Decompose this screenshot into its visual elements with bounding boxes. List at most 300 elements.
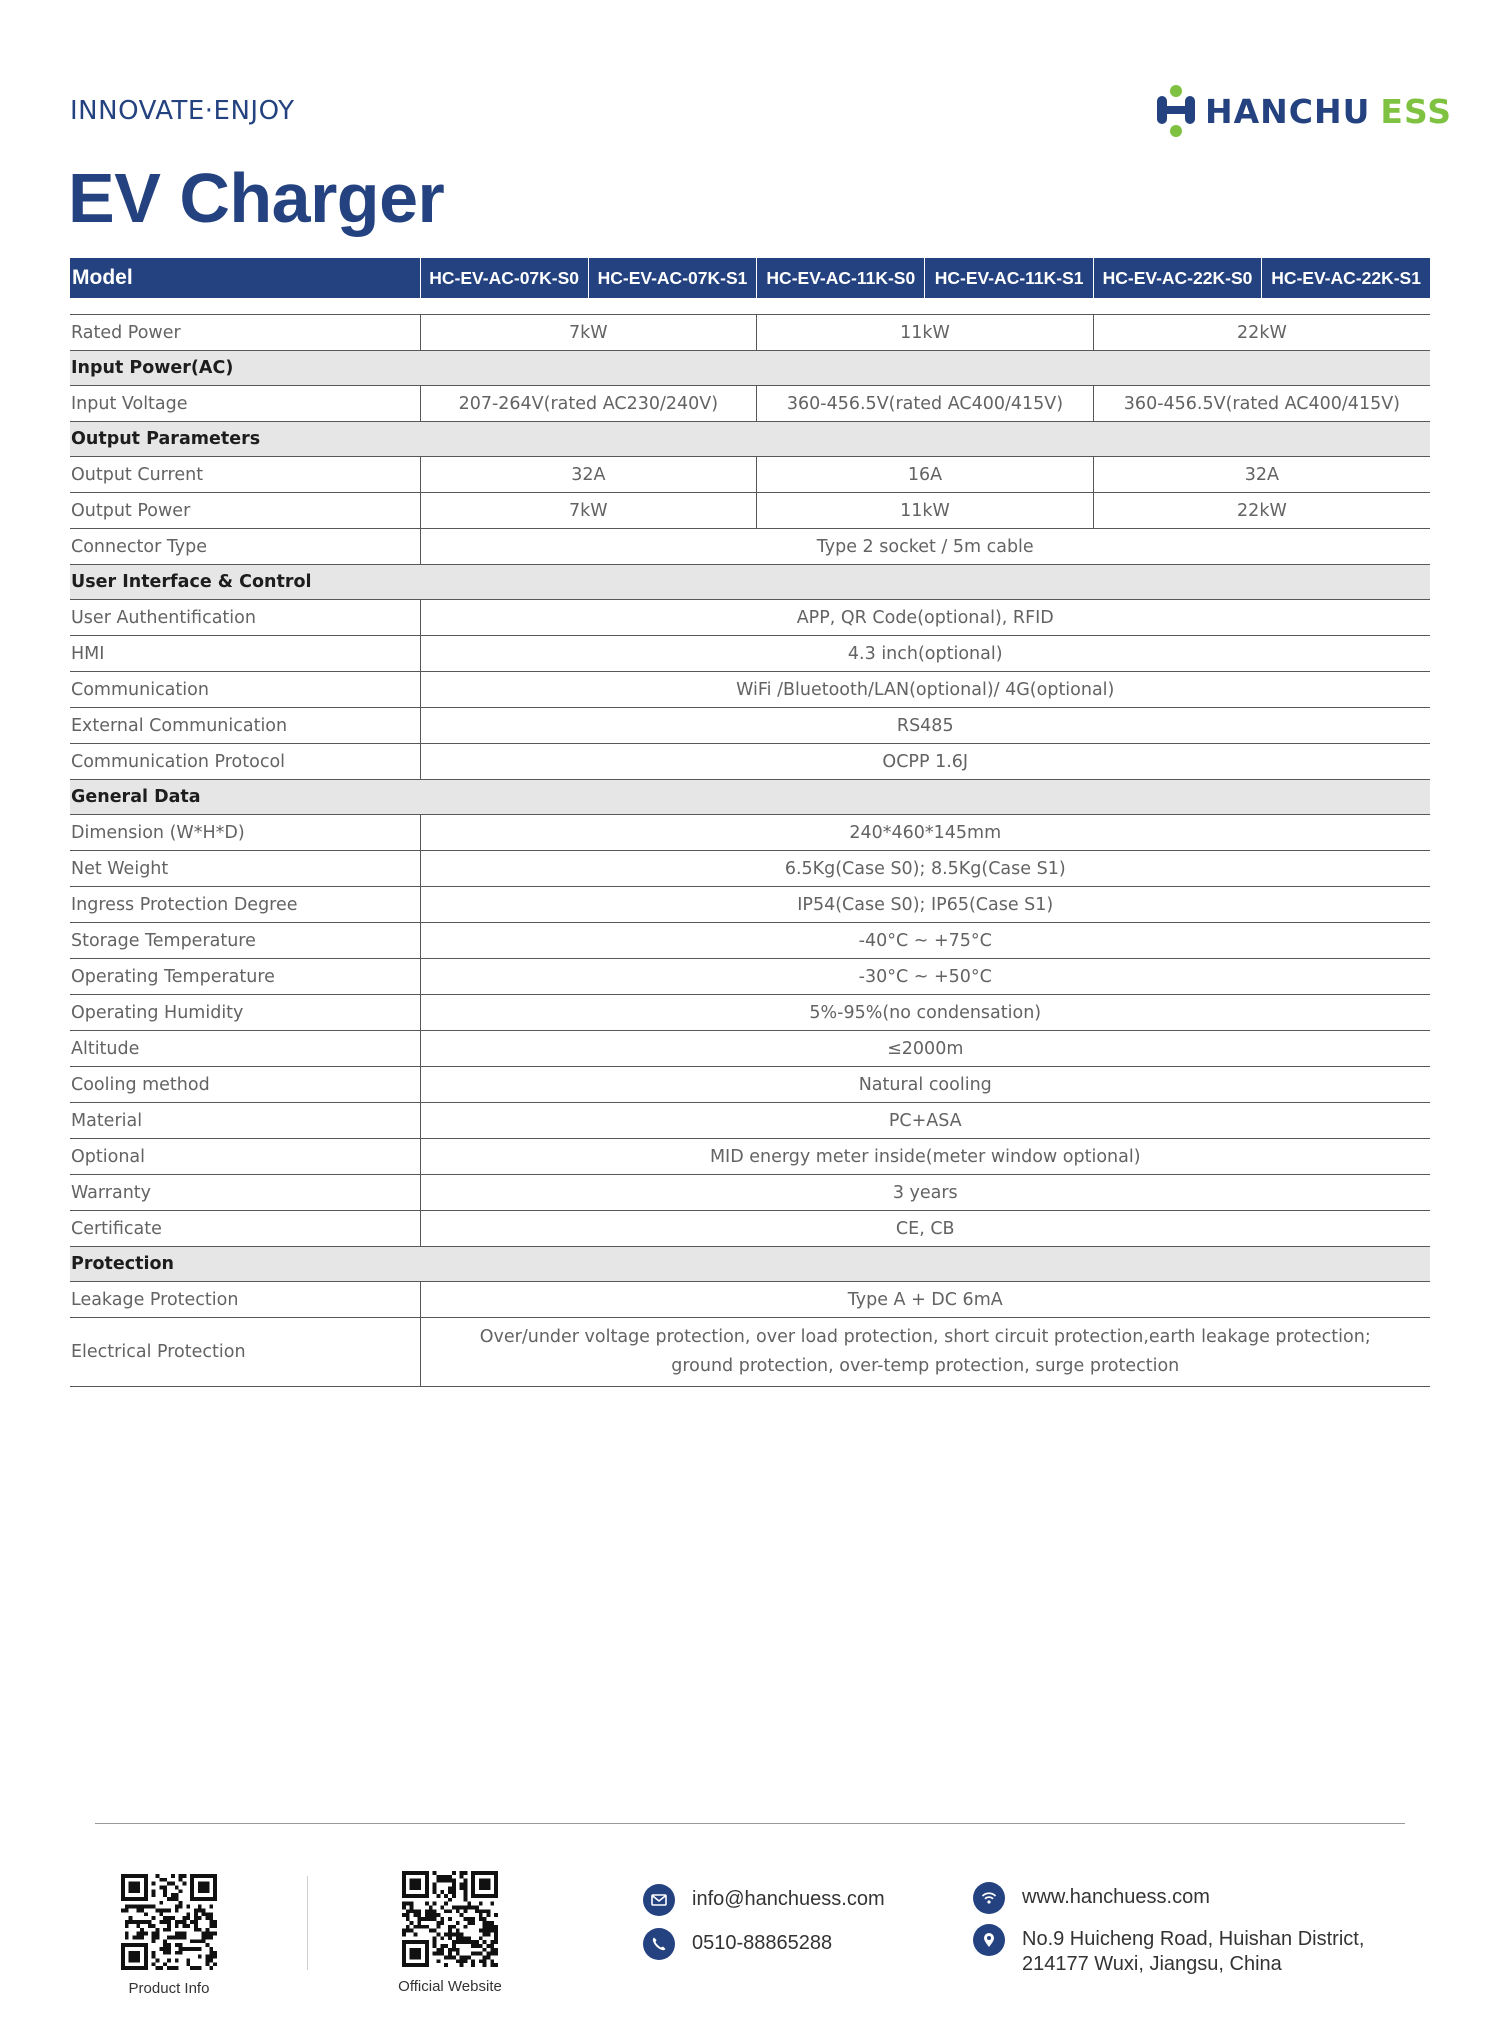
qr-module [129, 1882, 141, 1894]
qr-module [475, 1906, 479, 1910]
qr-module [486, 1909, 490, 1913]
table-row [70, 672, 1430, 708]
qr-module [425, 1909, 429, 1913]
qr-module [163, 1893, 167, 1897]
table-row [70, 1175, 1430, 1211]
qr-module [440, 1944, 444, 1948]
qr-module [456, 1921, 460, 1925]
qr-module [456, 1909, 460, 1913]
row-value: 5%-95%(no condensation) [420, 995, 1430, 1031]
table-row [70, 744, 1430, 780]
qr-module [456, 1959, 460, 1963]
qr-module [182, 1916, 186, 1920]
qr-module [483, 1925, 487, 1929]
row-value: CE, CB [420, 1211, 1430, 1247]
qr-module [463, 1894, 467, 1898]
qr-module [213, 1924, 217, 1928]
qr-module [456, 1940, 460, 1944]
qr-module [205, 1928, 209, 1932]
qr-module [440, 1906, 444, 1910]
row-label: Rated Power [70, 315, 420, 351]
qr-module [182, 1924, 186, 1928]
qr-module [483, 1917, 487, 1921]
qr-module [437, 1925, 441, 1929]
qr-module [425, 1902, 429, 1906]
table-row [70, 887, 1430, 923]
email-link[interactable]: info@hanchuess.com [692, 1888, 885, 1910]
row-label: Dimension (W*H*D) [70, 815, 420, 851]
qr-module [133, 1905, 137, 1909]
row-label: Communication Protocol [70, 744, 420, 780]
qr-module [437, 1875, 441, 1879]
qr-module [483, 1959, 487, 1963]
qr-module [483, 1929, 487, 1933]
table-row [70, 815, 1430, 851]
qr-module [463, 1879, 467, 1883]
qr-module [463, 1917, 467, 1921]
row-value: Type A + DC 6mA [420, 1282, 1430, 1318]
qr-module [205, 1912, 209, 1916]
qr-module [167, 1897, 171, 1901]
qr-module [448, 1948, 452, 1952]
qr-module [205, 1955, 209, 1959]
qr-module [463, 1886, 467, 1890]
qr-module [159, 1912, 163, 1916]
qr-module [448, 1936, 452, 1940]
row-label: Connector Type [70, 529, 420, 565]
qr-module [209, 1947, 213, 1951]
qr-module [213, 1962, 217, 1966]
qr-module [467, 1906, 471, 1910]
row-value: -40°C ~ +75°C [420, 923, 1430, 959]
qr-module [136, 1905, 140, 1909]
qr-module [444, 1963, 448, 1967]
phone-number[interactable]: 0510-88865288 [692, 1932, 833, 1954]
address-line: 214177 Wuxi, Jiangsu, China [1022, 1953, 1282, 1975]
table-row [70, 636, 1430, 672]
qr-module [186, 1924, 190, 1928]
qr-module [433, 1952, 437, 1956]
section-title: Input Power(AC) [70, 351, 1430, 386]
qr-module [440, 1948, 444, 1952]
qr-module [163, 1951, 167, 1955]
qr-module [136, 1935, 140, 1939]
qr-module [156, 1874, 160, 1878]
qr-module [209, 1905, 213, 1909]
qr-module [152, 1935, 156, 1939]
section-header [70, 565, 1430, 600]
qr-module [163, 1878, 167, 1882]
qr-module [182, 1920, 186, 1924]
qr-module [452, 1871, 456, 1875]
table-spacer [70, 298, 1430, 315]
row-label: Altitude [70, 1031, 420, 1067]
qr-module [163, 1962, 167, 1966]
qr-module [433, 1944, 437, 1948]
qr-module [410, 1879, 422, 1891]
qr-module [167, 1951, 171, 1955]
contact-website [973, 1882, 1210, 1914]
qr-module [179, 1935, 183, 1939]
wifi-icon [973, 1882, 1005, 1914]
brand-suffix: ESS [1380, 91, 1453, 131]
qr-module [448, 1932, 452, 1936]
qr-module [414, 1909, 418, 1913]
table-row [70, 1282, 1430, 1318]
qr-module [490, 1921, 494, 1925]
qr-module [175, 1920, 179, 1924]
row-value-line: Over/under voltage protection, over load protection, short circuit protection,earth leakage protection; [479, 1327, 1371, 1347]
header-model: HC-EV-AC-11K-S0 [757, 258, 925, 298]
row-value [420, 1318, 1430, 1387]
qr-module [209, 1912, 213, 1916]
qr-module [194, 1966, 198, 1970]
row-value: WiFi /Bluetooth/LAN(optional)/ 4G(optional) [420, 672, 1430, 708]
qr-module [471, 1906, 475, 1910]
table-row [70, 600, 1430, 636]
qr-module [186, 1962, 190, 1966]
qr-module [125, 1932, 129, 1936]
qr-module [152, 1893, 156, 1897]
spec-table [70, 258, 1430, 1387]
qr-module [433, 1871, 437, 1875]
qr-module [163, 1928, 167, 1932]
qr-module [444, 1932, 448, 1936]
table-row [70, 1211, 1430, 1247]
qr-module [452, 1879, 456, 1883]
qr-module [440, 1890, 444, 1894]
qr-module [467, 1902, 471, 1906]
qr-module [440, 1952, 444, 1956]
qr-module [479, 1909, 483, 1913]
qr-module [452, 1906, 456, 1910]
qr-module [471, 1952, 475, 1956]
qr-module [213, 1920, 217, 1924]
qr-module [163, 1943, 167, 1947]
qr-module [163, 1916, 167, 1920]
row-value: 6.5Kg(Case S0); 8.5Kg(Case S1) [420, 851, 1430, 887]
qr-module [175, 1951, 179, 1955]
qr-module [175, 1943, 179, 1947]
qr-module [140, 1909, 144, 1913]
qr-module [179, 1889, 183, 1893]
qr-module [490, 1944, 494, 1948]
qr-module [486, 1952, 490, 1956]
qr-module [156, 1928, 160, 1932]
qr-module [437, 1894, 441, 1898]
qr-module [467, 1955, 471, 1959]
qr-module [467, 1940, 471, 1944]
row-value: APP, QR Code(optional), RFID [420, 600, 1430, 636]
qr-module [190, 1966, 194, 1970]
qr-module [483, 1948, 487, 1952]
qr-module [213, 1932, 217, 1936]
qr-module [202, 1932, 206, 1936]
row-value: PC+ASA [420, 1103, 1430, 1139]
qr-code-product-icon [121, 1874, 217, 1970]
row-label: Certificate [70, 1211, 420, 1247]
qr-module [179, 1943, 183, 1947]
row-value: 11kW [757, 315, 1094, 351]
qr-module [448, 1909, 452, 1913]
qr-module [209, 1924, 213, 1928]
qr-module [198, 1966, 202, 1970]
qr-module [156, 1909, 160, 1913]
qr-module [433, 1929, 437, 1933]
qr-module [448, 1879, 452, 1883]
qr-module [486, 1921, 490, 1925]
page-title: EV Charger [68, 159, 445, 237]
qr-module [463, 1883, 467, 1887]
qr-module [452, 1883, 456, 1887]
row-value: RS485 [420, 708, 1430, 744]
location-icon [973, 1924, 1005, 1956]
qr-module [486, 1932, 490, 1936]
qr-module [486, 1925, 490, 1929]
row-label: Communication [70, 672, 420, 708]
row-value: 4.3 inch(optional) [420, 636, 1430, 672]
qr-module [406, 1909, 410, 1913]
qr-module [471, 1921, 475, 1925]
qr-module [167, 1935, 171, 1939]
table-row [70, 1031, 1430, 1067]
qr-module [437, 1913, 441, 1917]
table-row [70, 315, 1430, 351]
qr-module [483, 1963, 487, 1967]
qr-module [456, 1932, 460, 1936]
qr-module [448, 1875, 452, 1879]
qr-module [460, 1959, 464, 1963]
qr-module [460, 1936, 464, 1940]
qr-module [463, 1955, 467, 1959]
qr-module [121, 1909, 125, 1913]
section-header [70, 780, 1430, 815]
qr-module [156, 1932, 160, 1936]
row-value: 207-264V(rated AC230/240V) [420, 386, 757, 422]
row-value: Type 2 socket / 5m cable [420, 529, 1430, 565]
qr-module [140, 1920, 144, 1924]
qr-module [152, 1905, 156, 1909]
qr-module [209, 1958, 213, 1962]
qr-module [136, 1920, 140, 1924]
qr-module [198, 1939, 202, 1943]
qr-module [125, 1935, 129, 1939]
qr-module [209, 1935, 213, 1939]
row-label: Net Weight [70, 851, 420, 887]
qr-module [186, 1905, 190, 1909]
qr-module [194, 1916, 198, 1920]
brand-name: HANCHU [1205, 91, 1371, 131]
qr-module [483, 1932, 487, 1936]
qr-module [129, 1951, 141, 1963]
qr-module [479, 1944, 483, 1948]
qr-module [486, 1929, 490, 1933]
section-header [70, 1247, 1430, 1282]
qr-module [417, 1909, 421, 1913]
qr-module [198, 1916, 202, 1920]
qr-module [440, 1917, 444, 1921]
qr-module [194, 1928, 198, 1932]
qr-module [152, 1939, 156, 1943]
brand-logo [1155, 82, 1452, 140]
qr-module [209, 1932, 213, 1936]
qr-module [205, 1958, 209, 1962]
qr-module [194, 1909, 198, 1913]
qr-module [494, 1913, 498, 1917]
qr-module [167, 1928, 171, 1932]
header-model: HC-EV-AC-07K-S1 [588, 258, 756, 298]
qr-module [144, 1905, 148, 1909]
qr-module [179, 1947, 183, 1951]
qr-module [490, 1952, 494, 1956]
qr-module [429, 1909, 433, 1913]
row-value: Natural cooling [420, 1067, 1430, 1103]
qr-module [152, 1889, 156, 1893]
qr-module [417, 1921, 421, 1925]
row-value: 32A [420, 457, 757, 493]
header-model: HC-EV-AC-11K-S1 [925, 258, 1093, 298]
qr-module [444, 1909, 448, 1913]
qr-module [152, 1882, 156, 1886]
qr-module [444, 1875, 448, 1879]
qr-module [456, 1936, 460, 1940]
qr-module [437, 1921, 441, 1925]
qr-module [182, 1932, 186, 1936]
qr-product-caption: Product Info [128, 1980, 210, 1997]
footer-vertical-divider [307, 1876, 308, 1970]
qr-module [182, 1874, 186, 1878]
qr-module [213, 1951, 217, 1955]
qr-module [471, 1940, 475, 1944]
qr-module [175, 1909, 179, 1913]
qr-module [479, 1959, 483, 1963]
qr-module [414, 1913, 418, 1917]
qr-module [433, 1902, 437, 1906]
qr-module [179, 1905, 183, 1909]
qr-module [448, 1898, 452, 1902]
qr-module [125, 1909, 129, 1913]
section-title: Output Parameters [70, 422, 1430, 457]
qr-module [186, 1912, 190, 1916]
qr-module [202, 1912, 206, 1916]
qr-module [209, 1966, 213, 1970]
qr-module [167, 1943, 171, 1947]
qr-module [448, 1890, 452, 1894]
qr-module [410, 1906, 414, 1910]
qr-module [433, 1936, 437, 1940]
qr-module [490, 1963, 494, 1967]
qr-module [460, 1883, 464, 1887]
qr-module [490, 1948, 494, 1952]
qr-module [471, 1944, 475, 1948]
qr-module [190, 1947, 194, 1951]
qr-module [156, 1935, 160, 1939]
qr-module [163, 1947, 167, 1951]
row-label: Output Current [70, 457, 420, 493]
qr-module [460, 1886, 464, 1890]
qr-module [171, 1935, 175, 1939]
row-value: 3 years [420, 1175, 1430, 1211]
phone-icon [643, 1928, 675, 1960]
section-header [70, 351, 1430, 386]
qr-module [125, 1920, 129, 1924]
qr-module [202, 1935, 206, 1939]
qr-module [483, 1955, 487, 1959]
qr-module [133, 1935, 137, 1939]
qr-module [483, 1921, 487, 1925]
qr-module [179, 1901, 183, 1905]
qr-module [429, 1917, 433, 1921]
website-link[interactable]: www.hanchuess.com [1022, 1886, 1210, 1908]
qr-module [198, 1909, 202, 1913]
qr-module [494, 1925, 498, 1929]
qr-module [159, 1909, 163, 1913]
qr-module [167, 1916, 171, 1920]
qr-module [452, 1944, 456, 1948]
qr-module [175, 1924, 179, 1928]
qr-module [163, 1939, 167, 1943]
qr-module [494, 1940, 498, 1944]
row-value: 32A [1093, 457, 1430, 493]
row-label: Ingress Protection Degree [70, 887, 420, 923]
qr-module [444, 1902, 448, 1906]
qr-module [148, 1924, 152, 1928]
qr-module [175, 1966, 179, 1970]
brand-wordmark [1205, 92, 1452, 131]
qr-module [163, 1909, 167, 1913]
row-value: 22kW [1093, 315, 1430, 351]
qr-module [171, 1882, 175, 1886]
qr-module [452, 1948, 456, 1952]
contact-phone [643, 1928, 832, 1960]
mail-icon [643, 1884, 675, 1916]
qr-module [444, 1894, 448, 1898]
qr-module [463, 1909, 467, 1913]
qr-module [167, 1958, 171, 1962]
qr-module [467, 1917, 471, 1921]
qr-module [479, 1913, 483, 1917]
qr-module [175, 1905, 179, 1909]
table-row [70, 1067, 1430, 1103]
qr-module [410, 1948, 422, 1960]
qr-module [471, 1959, 475, 1963]
qr-module [194, 1939, 198, 1943]
qr-module [167, 1966, 171, 1970]
qr-module [159, 1947, 163, 1951]
qr-module [156, 1966, 160, 1970]
qr-module [179, 1932, 183, 1936]
qr-module [460, 1932, 464, 1936]
qr-module [194, 1912, 198, 1916]
qr-module [167, 1920, 171, 1924]
qr-module [402, 1932, 406, 1936]
qr-module [129, 1916, 133, 1920]
qr-module [179, 1951, 183, 1955]
qr-module [406, 1925, 410, 1929]
qr-module [175, 1897, 179, 1901]
qr-module [440, 1875, 444, 1879]
qr-module [486, 1944, 490, 1948]
qr-module [175, 1886, 179, 1890]
qr-module [129, 1920, 133, 1924]
qr-module [494, 1952, 498, 1956]
qr-module [402, 1913, 406, 1917]
qr-module [460, 1871, 464, 1875]
row-label: Operating Temperature [70, 959, 420, 995]
row-value: -30°C ~ +50°C [420, 959, 1430, 995]
row-label: Operating Humidity [70, 995, 420, 1031]
qr-module [152, 1932, 156, 1936]
